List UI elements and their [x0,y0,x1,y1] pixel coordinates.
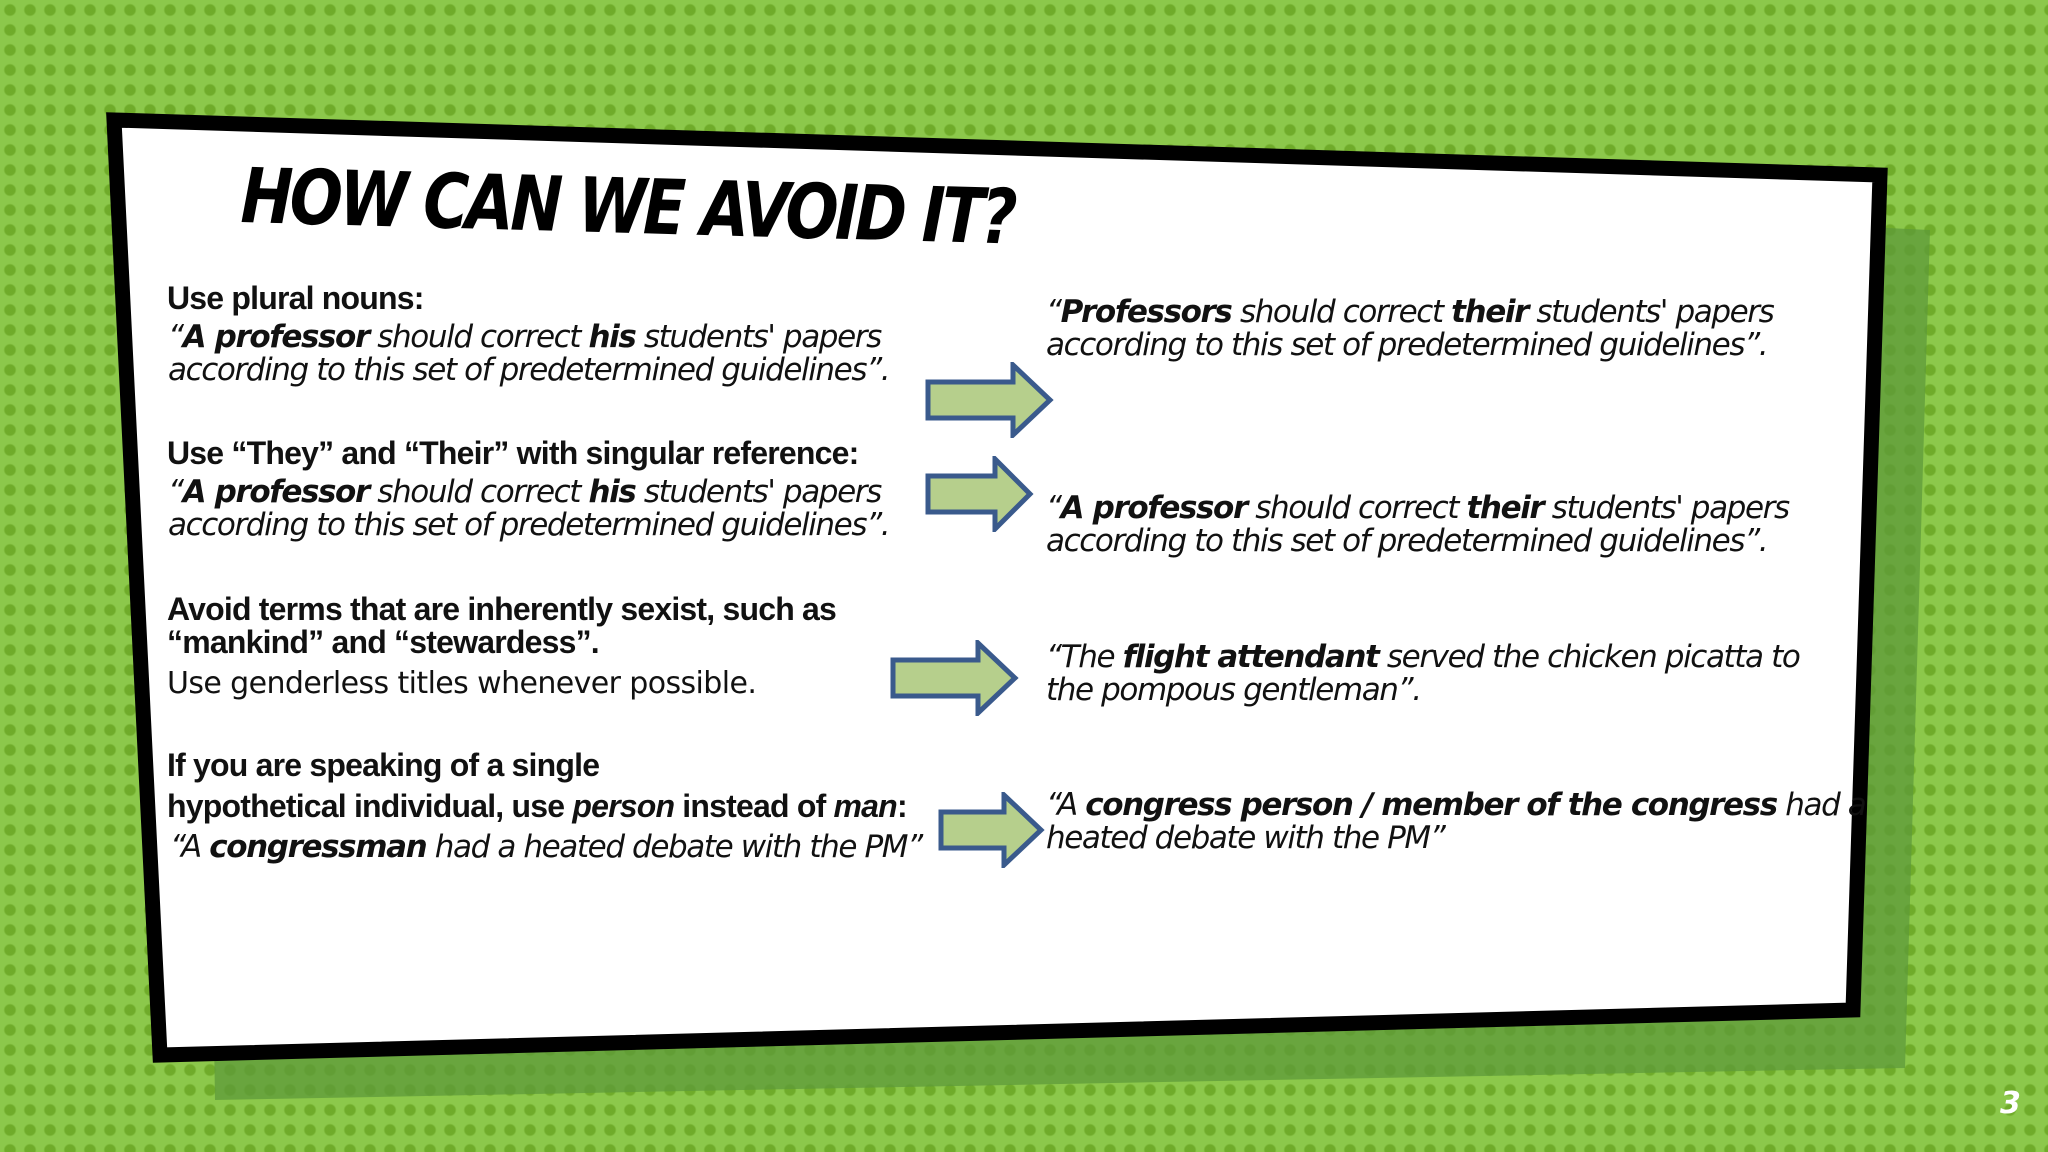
arrow-right-icon [925,362,1055,438]
quote-plural-original-line2: according to this set of predetermined guidelines”. [168,352,890,388]
quote-they-original-line1: “A professor should correct his students' papers [168,474,881,510]
page-number: 3 [2000,1086,2021,1121]
genderless-titles-text: Use genderless titles whenever possible. [167,666,757,701]
quote-plural-revised-line1: “Professors should correct their students' papers [1046,294,1774,330]
quote-congressman-original: “A congressman had a heated debate with the PM” [170,829,922,865]
quote-they-revised-line2: according to this set of predetermined guidelines”. [1046,523,1768,559]
arrow-right-icon [938,792,1046,868]
quote-congress-person-line1: “A congress person / member of the congress had a [1046,787,1866,823]
heading-they-their: Use “They” and “Their” with singular reference: [167,435,859,471]
arrow-right-icon [925,456,1035,532]
heading-avoid-sexist-line2: “mankind” and “stewardess”. [167,624,599,660]
quote-flight-attendant-line1: “The flight attendant served the chicken picatta to [1046,639,1800,675]
quote-flight-attendant-line2: the pompous gentleman”. [1046,672,1421,708]
quote-they-revised-line1: “A professor should correct their students' papers [1046,490,1789,526]
heading-avoid-sexist-line1: Avoid terms that are inherently sexist, such as [167,591,837,627]
heading-single-individual-line2: hypothetical individual, use person instead of man: [167,788,907,824]
quote-congress-person-line2: heated debate with the PM” [1046,820,1445,856]
slide-title: HOW CAN WE AVOID IT? [239,151,1016,262]
quote-they-original-line2: according to this set of predetermined guidelines”. [168,507,890,543]
arrow-right-icon [890,640,1020,716]
heading-plural-nouns: Use plural nouns: [167,280,424,316]
heading-single-individual-line1: If you are speaking of a single [167,747,600,783]
quote-plural-revised-line2: according to this set of predetermined guidelines”. [1046,327,1768,363]
quote-plural-original-line1: “A professor should correct his students' papers [168,319,881,355]
